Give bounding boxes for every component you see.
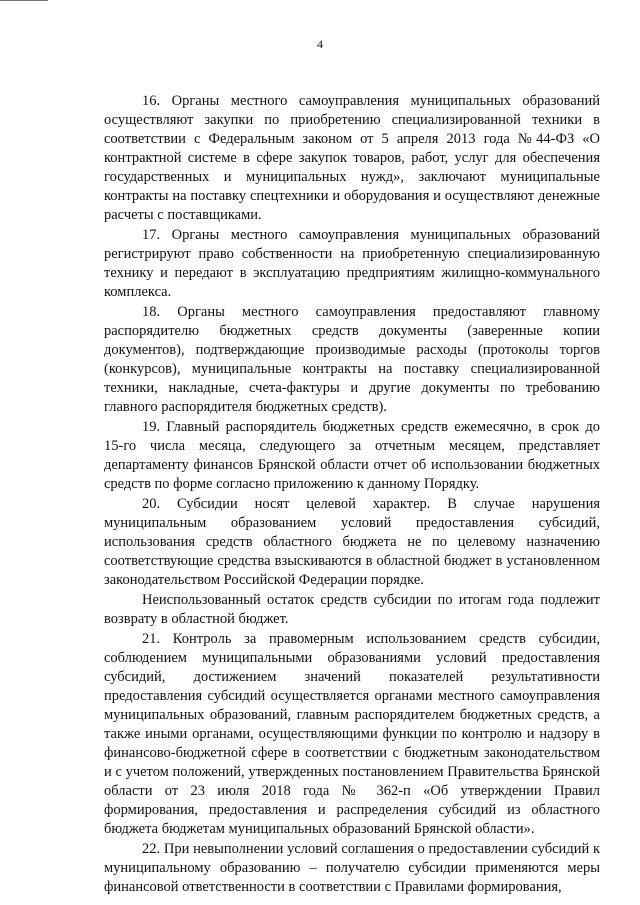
scan-edge-rule xyxy=(0,0,48,1)
page-number: 4 xyxy=(317,37,323,51)
paragraph-18: 18. Органы местного самоуправления предоставляют главному распорядителю бюджетных средств документы (заверенные копии документов), подтверждающие производимые расходы (протоколы торгов (конкурсов), муниципальные контракты на поставку специализированной техники, накладные, счета-фактуры и другие документы по требованию главного распорядителя бюджетных средств). xyxy=(104,304,600,415)
paragraph-unused-balance: Неиспользованный остаток средств субсидии по итогам года подлежит возврату в областной бюджет. xyxy=(104,592,600,627)
paragraph-19: 19. Главный распорядитель бюджетных средств ежемесячно, в срок до 15-го числа месяца, следующего за отчетным месяцем, представляет департаменту финансов Брянской области отчет об использовании бюджетных средств по форме согласно приложению к данному Порядку. xyxy=(104,419,600,492)
paragraph-17: 17. Органы местного самоуправления муниципальных образований регистрируют право собственности на приобретенную специализированную технику и передают в эксплуатацию предприятиям жилищно-коммунального комплекса. xyxy=(104,227,600,300)
paragraph-21: 21. Контроль за правомерным использованием средств субсидии, соблюдением муниципальными образованиями условий предоставления субсидий, достижением значений показателей результативности предоставления субсидий осуществляется органами местного самоуправления муниципальных образований, главным распорядителем бюджетных средств, а также иными органами, осуществляющими функции по контролю и надзору в финансово-бюджетной сфере в соответствии с бюджетным законодательством и с учетом положений, утвержденных постановлением Правительства Брянской области от 23 июля 2018 года № 362-п «Об утверждении Правил формирования, предоставления и распределения субсидий из областного бюджета бюджетам муниципальных образований Брянской области». xyxy=(104,631,600,837)
paragraph-22: 22. При невыполнении условий соглашения о предоставлении субсидий к муниципальному образованию – получателю субсидии применяются меры финансовой ответственности в соответствии с Правилами формирования, xyxy=(104,841,600,895)
paragraph-16: 16. Органы местного самоуправления муниципальных образований осуществляют закупки по приобретению специализированной техники в соответствии с Федеральным законом от 5 апреля 2013 года №44-ФЗ «О контрактной системе в сфере закупок товаров, работ, услуг для обеспечения государственных и муниципальных нужд», заключают муниципальные контракты на поставку спецтехники и оборудования и осуществляют денежные расчеты с поставщиками. xyxy=(104,93,600,223)
paragraph-20: 20. Субсидии носят целевой характер. В случае нарушения муниципальным образованием условий предоставления субсидий, использования средств областного бюджета не по целевому назначению соответствующие средства взыскиваются в областной бюджет в установленном законодательством Российской Федерации порядке. xyxy=(104,496,600,588)
document-body xyxy=(104,92,600,897)
